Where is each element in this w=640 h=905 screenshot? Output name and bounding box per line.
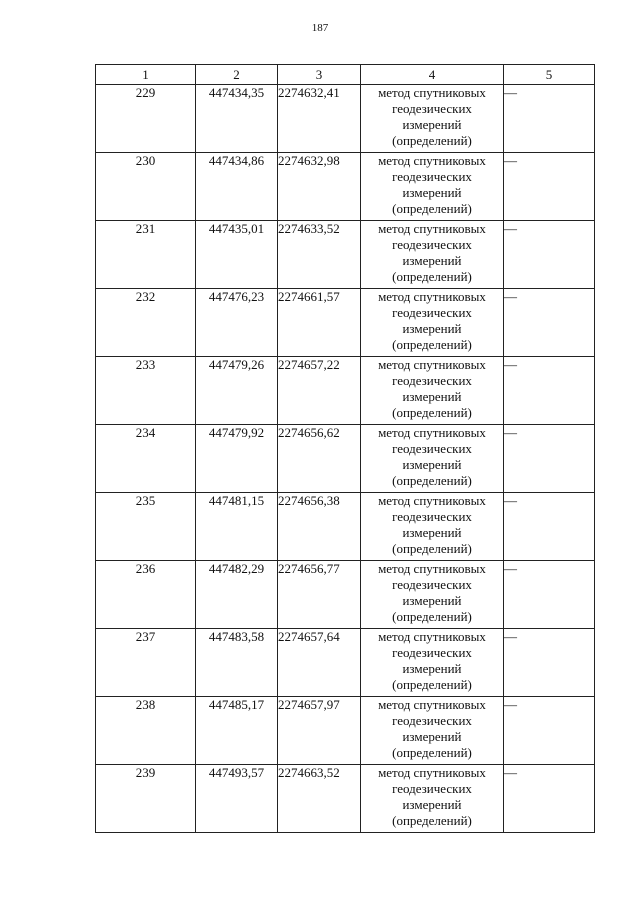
point-number-cell: 236 [96,561,196,629]
table-header-row [96,65,595,85]
method-line: измерений [402,117,462,132]
method-line: геодезических [392,781,472,796]
y-coordinate-cell: 2274656,77 [278,561,361,629]
method-line: измерений [402,593,462,608]
table-row [96,561,595,629]
note-cell: — [504,85,595,153]
note-cell: — [504,153,595,221]
coordinates-table [95,64,595,833]
method-line: (определений) [392,201,472,216]
column-header-number: 1 [96,65,196,85]
method-cell [361,221,504,289]
page-number: 187 [311,22,329,34]
y-coordinate-cell: 2274632,41 [278,85,361,153]
y-coordinate-cell: 2274656,38 [278,493,361,561]
method-line: метод спутниковых [378,153,486,168]
table-row [96,221,595,289]
method-line: измерений [402,321,462,336]
table-row [96,289,595,357]
method-line: (определений) [392,541,472,556]
method-cell [361,561,504,629]
method-line: геодезических [392,577,472,592]
method-line: (определений) [392,813,472,828]
method-line: измерений [402,797,462,812]
point-number-cell: 229 [96,85,196,153]
point-number-cell: 235 [96,493,196,561]
method-line: метод спутниковых [378,697,486,712]
method-line: (определений) [392,473,472,488]
x-coordinate-cell: 447476,23 [196,289,278,357]
method-line: (определений) [392,269,472,284]
method-line: измерений [402,389,462,404]
method-cell [361,85,504,153]
method-line: геодезических [392,169,472,184]
table-row [96,697,595,765]
point-number-cell: 237 [96,629,196,697]
column-header-note: 5 [504,65,595,85]
method-line: (определений) [392,609,472,624]
note-cell: — [504,697,595,765]
note-cell: — [504,493,595,561]
x-coordinate-cell: 447479,26 [196,357,278,425]
method-line: (определений) [392,337,472,352]
x-coordinate-cell: 447479,92 [196,425,278,493]
method-line: метод спутниковых [378,561,486,576]
method-line: геодезических [392,713,472,728]
method-line: геодезических [392,509,472,524]
y-coordinate-cell: 2274656,62 [278,425,361,493]
method-line: метод спутниковых [378,221,486,236]
table-row [96,629,595,697]
method-line: геодезических [392,645,472,660]
method-cell [361,493,504,561]
x-coordinate-cell: 447434,86 [196,153,278,221]
method-line: геодезических [392,237,472,252]
note-cell: — [504,221,595,289]
method-line: метод спутниковых [378,493,486,508]
y-coordinate-cell: 2274661,57 [278,289,361,357]
x-coordinate-cell: 447483,58 [196,629,278,697]
table-row [96,153,595,221]
method-line: геодезических [392,373,472,388]
y-coordinate-cell: 2274657,64 [278,629,361,697]
table-row [96,357,595,425]
method-line: метод спутниковых [378,629,486,644]
point-number-cell: 233 [96,357,196,425]
table-row [96,85,595,153]
column-header-x: 2 [196,65,278,85]
method-line: метод спутниковых [378,85,486,100]
y-coordinate-cell: 2274633,52 [278,221,361,289]
table-body [96,85,595,833]
note-cell: — [504,561,595,629]
note-cell: — [504,357,595,425]
method-line: измерений [402,729,462,744]
method-line: метод спутниковых [378,425,486,440]
y-coordinate-cell: 2274657,97 [278,697,361,765]
method-cell [361,629,504,697]
note-cell: — [504,629,595,697]
method-cell [361,289,504,357]
column-header-y: 3 [278,65,361,85]
method-line: геодезических [392,305,472,320]
method-cell [361,357,504,425]
x-coordinate-cell: 447485,17 [196,697,278,765]
method-line: метод спутниковых [378,765,486,780]
method-line: геодезических [392,441,472,456]
table-row [96,425,595,493]
method-line: измерений [402,253,462,268]
note-cell: — [504,425,595,493]
note-cell: — [504,765,595,833]
method-cell [361,697,504,765]
y-coordinate-cell: 2274632,98 [278,153,361,221]
note-cell: — [504,289,595,357]
method-line: метод спутниковых [378,357,486,372]
table-row [96,493,595,561]
method-line: измерений [402,185,462,200]
x-coordinate-cell: 447493,57 [196,765,278,833]
method-line: метод спутниковых [378,289,486,304]
x-coordinate-cell: 447434,35 [196,85,278,153]
y-coordinate-cell: 2274663,52 [278,765,361,833]
method-cell [361,425,504,493]
method-line: (определений) [392,745,472,760]
point-number-cell: 234 [96,425,196,493]
method-line: (определений) [392,405,472,420]
point-number-cell: 230 [96,153,196,221]
x-coordinate-cell: 447481,15 [196,493,278,561]
column-header-method: 4 [361,65,504,85]
method-line: (определений) [392,677,472,692]
point-number-cell: 238 [96,697,196,765]
method-cell [361,153,504,221]
method-line: измерений [402,525,462,540]
point-number-cell: 231 [96,221,196,289]
x-coordinate-cell: 447482,29 [196,561,278,629]
method-line: (определений) [392,133,472,148]
point-number-cell: 239 [96,765,196,833]
table-row [96,765,595,833]
method-line: измерений [402,661,462,676]
method-cell [361,765,504,833]
point-number-cell: 232 [96,289,196,357]
y-coordinate-cell: 2274657,22 [278,357,361,425]
method-line: измерений [402,457,462,472]
x-coordinate-cell: 447435,01 [196,221,278,289]
method-line: геодезических [392,101,472,116]
